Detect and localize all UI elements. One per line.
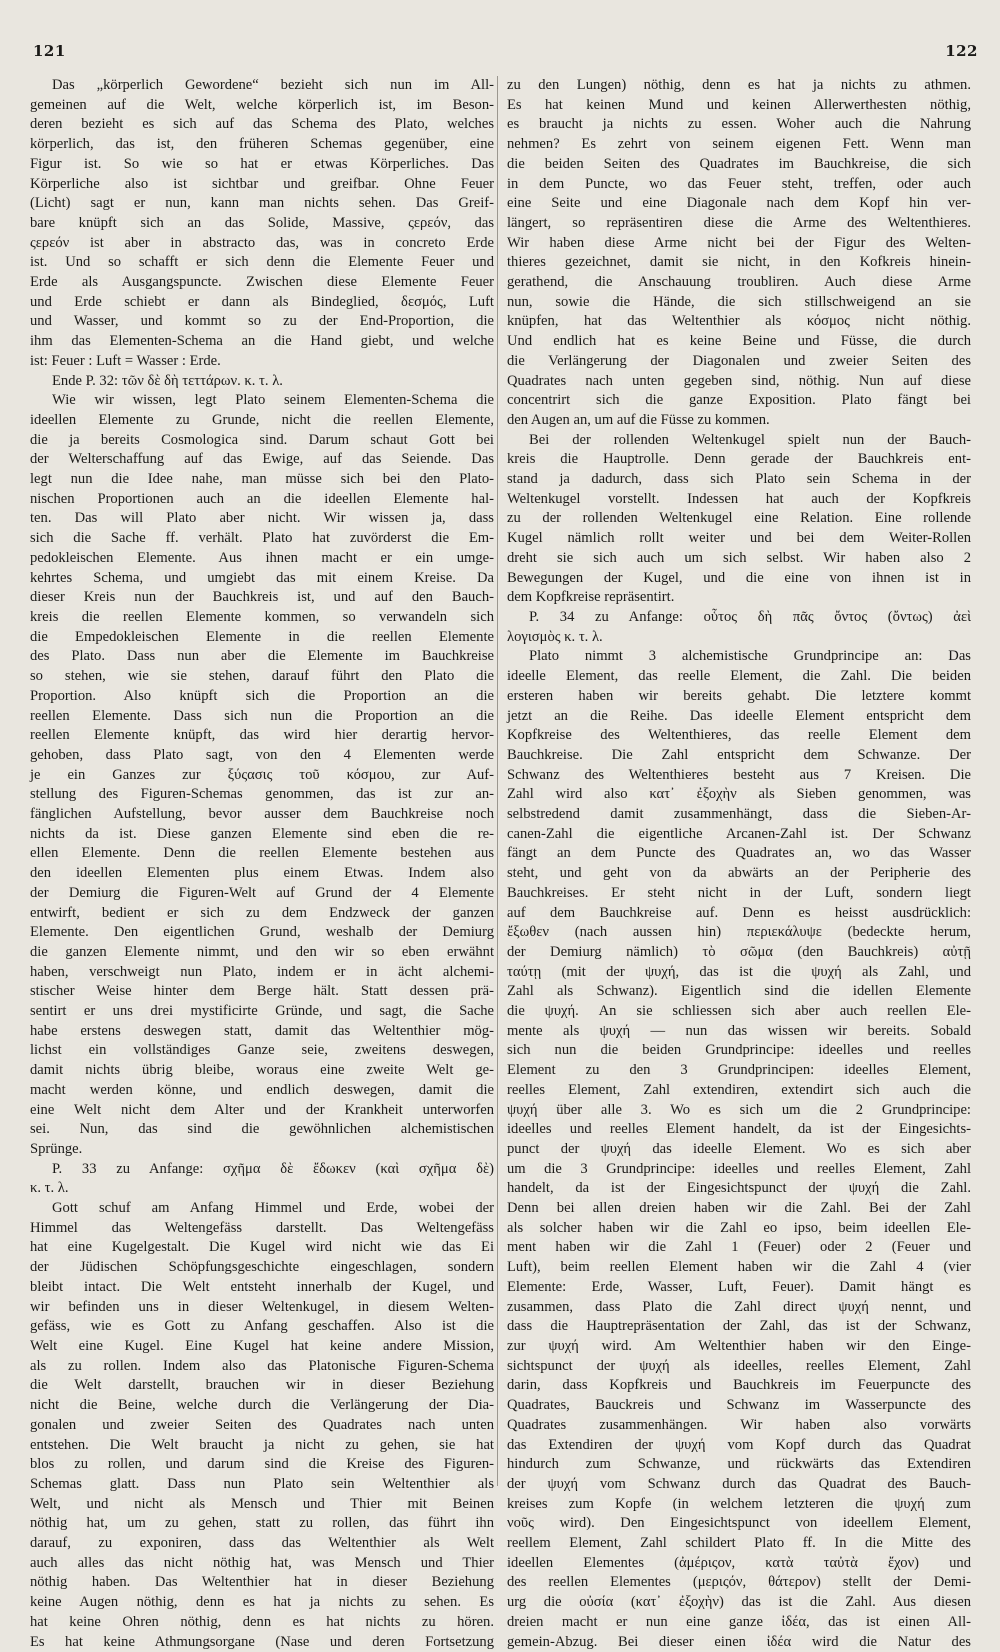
text-line: haben, verschweigt nun Plato, indem er in ächt alchemi- [30,963,494,980]
text-line: nehmen? Es zehrt von seinem eigenen Fett. Wenn man [507,136,971,153]
text-line: νοῦς wird). Den Eingesichtspunct von ideellem Element, [507,1515,971,1532]
text-line: ersteren haben wir bereits gehabt. Die letztere kommt [507,687,971,704]
text-line: damit nichts übrig bleibe, woraus eine zweite Welt ge- [30,1062,494,1079]
text-line: Welt, und nicht als Mensch und Thier mit Beinen [30,1495,494,1512]
text-line: sichtspunct der ψυχή als ideelles, reelles Element, Zahl [507,1357,971,1374]
text-line: canen-Zahl die eigentliche Arcanen-Zahl ist. Der Schwanz [507,825,971,842]
text-line: eine Seite und eine Diagonale nach dem Kopf hin ver- [507,195,971,212]
text-line: Bauchkreises. Er steht nicht in der Luft, sondern liegt [507,884,971,901]
text-line: dieser Kreis nun der Bauchkreis ist, und auf den Bauch- [30,589,494,606]
text-line: Gott schuf am Anfang Himmel und Erde, wobei der [52,1200,494,1217]
text-line: Das „körperlich Gewordene“ bezieht sich nun im All- [52,77,494,93]
text-line: fänglichen Aufstellung, bevor ausser dem Bauchkreise noch [30,806,494,823]
right-text-column [507,76,971,1652]
text-line: Elemente: Erde, Wasser, Luft, Feuer). Damit hängt es [507,1278,971,1295]
text-line: gehoben, dass Plato sagt, von den 4 Elementen werde [30,746,494,763]
text-line: körperlich, das ist, den früheren Schemas gegenüber, eine [30,136,494,153]
text-line: hat keine Ohren nöthig, denn es hat nichts zu hören. [30,1613,494,1630]
text-line: kreis die Hauptrolle. Denn gerade der Bauchkreis ent- [507,451,971,468]
text-line: steht, und geht von da abwärts an der Peripherie des [507,865,971,882]
text-line: als zu rollen. Indem also das Platonische Figuren-Schema [30,1357,494,1374]
text-line: ist. Und so schafft er sich denn die Elemente Feuer und [30,254,494,271]
text-line: darin, dass Kopfkreis und Bauchkreis im Feuerpuncte des [507,1377,971,1394]
text-line: darauf, zu exponiren, dass das Weltenthier als Welt [30,1535,494,1552]
text-line: es braucht ja nichts zu essen. Woher auch die Nahrung [507,116,971,133]
text-line: ist: Feuer : Luft = Wasser : Erde. [30,352,221,369]
text-line: den ideellen Elementen plus einem Etwas. Indem also [30,865,494,882]
text-line: ψυχή über alle 3. Wo es sich um die 2 Grundprincipe: [507,1101,971,1118]
text-line: dreien macht er nun eine ganze ἰδέα, das ist einen All- [507,1613,971,1630]
text-line: ideelles und reelles Element handelt, da ist der Eingesichts- [507,1121,971,1138]
text-line: Es hat keinen Mund und keinen Allerwerthesten nöthig, [507,96,971,113]
text-line: dem Kopfkreise repräsentirt. [507,589,675,606]
text-line: dreht sie sich auch um sich selbst. Wir haben also 2 [507,549,971,566]
text-line: Kopfkreise des Weltenthieres, das reelle Element dem [507,727,971,744]
text-line: Kugel nämlich rollt weiter und bei dem Weiter-Rollen [507,530,971,547]
text-line: auf dem Bauchkreise auf. Denn es heisst ausdrücklich: [507,904,971,921]
text-line: dass die Hauptrepräsentation der Zahl, das ist der Schwanz, [507,1318,971,1335]
text-line: der Jüdischen Schöpfungsgeschichte eingeschlagen, sondern [30,1259,494,1276]
text-line: nichts da ist. Diese ganzen Elemente sind eben die re- [30,825,494,842]
text-line: Ende P. 32: τῶν δὲ δὴ τεττάρων. κ. τ. λ. [52,372,283,389]
text-line: die Empedokleischen Elemente in die reellen Elemente [30,628,494,645]
text-line: ihm das Elementen-Schema an die Hand giebt, und welche [30,333,494,350]
text-line: legt nun die Idee nahe, man müsse sich bei den Plato- [30,471,494,488]
text-line: der ψυχή vom Schwanz durch das Quadrat des Bauch- [507,1475,971,1492]
text-line: Element zu den 3 Grundprincipen: ideelles Element, [507,1062,971,1079]
text-line: kreises zum Kopfe (in welchem letzteren die ψυχή zum [507,1495,971,1512]
text-line: als solcher haben wir die Zahl eo ipso, beim ideellen Ele- [507,1219,971,1236]
text-line: Zahl wird also κατ᾽ ἐξοχὴν als Sieben genommen, was [507,786,971,803]
text-line: des Plato. Dass nun aber die Elemente im Bauchkreise [30,648,494,665]
text-line: Himmel das Weltengefäss darstellt. Das Weltengefäss [30,1219,494,1236]
text-line: hindurch zum Schwanze, und rückwärts das Extendiren [507,1456,971,1473]
text-line: sentirt er uns drei mystificirte Gründe, und sagt, die Sache [30,1003,494,1020]
text-line: jetzt an die Reihe. Das ideelle Element entspricht dem [507,707,971,724]
text-line: blos zu rollen, und darum sind die Kreise des Figuren- [30,1456,494,1473]
text-line: urg die οὐσία (κατ᾽ ἐξοχὴν) das ist die Zahl. Aus diesen [507,1594,971,1611]
page-number-left: 121 [33,42,66,60]
text-line: punct der ψυχή das ideelle Element. Wo es sich aber [507,1140,971,1157]
text-line: so stehen, wie sie stehen, darauf führt den Plato die [30,668,494,685]
text-line: fängt an dem Puncte des Quadrates an, wo das Wasser [507,845,971,862]
column-divider [497,76,498,1486]
text-line: kreis die reellen Elemente kommen, so verwandeln sich [30,608,494,625]
text-line: kehrtes Schema, und umgiebt das mit einem Kreise. Da [30,569,494,586]
text-line: nun, sowie die Hände, die sich stillschweigend an sie [507,293,971,310]
left-text-column [30,76,494,1652]
text-line: P. 33 zu Anfange: σχῆμα δὲ ἔδωκεν (καὶ σχῆμα δὲ) [52,1160,494,1177]
text-line: Erde als Ausgangspuncte. Zwischen diese Elemente Feuer [30,274,494,291]
text-line: Sprünge. [30,1140,83,1157]
text-line: ςερεόν ist aber in abstracto das, was in concreto Erde [30,234,494,251]
text-line: die ja bereits Cosmologica sind. Darum schaut Gott bei [30,431,494,448]
text-line: ideelle Element, das reelle Element, die Zahl. Die beiden [507,668,971,685]
text-line: mente als ψυχή — nun das wissen wir bereits. Sobald [507,1022,971,1039]
text-line: zusammen, dass Plato die Zahl direct ψυχή nennt, und [507,1298,971,1315]
text-line: Luft), beim reellen Element haben wir die Zahl 4 (vier [507,1259,971,1276]
text-line: die ganzen Elemente nimmt, und den wir so eben erwähnt [30,943,494,960]
text-line: Proportion. Also knüpft sich die Proportion an die [30,687,494,704]
text-line: deren bezieht es sich auf das Schema des Plato, welches [30,116,494,133]
text-line: und Erde schiebt er dann als Bindeglied, δεσμός, Luft [30,293,494,310]
text-line: ten. Das will Plato aber nicht. Wir wissen ja, dass [30,510,494,527]
text-line: Quadrates nach unten gegeben sind, nöthig. Nun auf diese [507,372,971,389]
text-line: Welt eine Kugel. Eine Kugel hat keine andere Mission, [30,1338,494,1354]
text-line: handelt, da ist der Eingesichtspunct der ψυχή die Zahl. [507,1180,971,1197]
text-line: der Demiurg die Figuren-Welt auf Grund der 4 Elemente [30,884,494,901]
text-line: zur ψυχή wird. Am Weltenthier haben wir den Einge- [507,1338,971,1354]
text-line: sei. Nun, das sind die gewöhnlichen alchemistischen [30,1121,494,1138]
text-line: κ. τ. λ. [30,1180,69,1197]
text-line: Bauchkreise. Die Zahl entspricht dem Schwanze. Der [507,746,971,763]
text-line: keine Augen nöthig, denn es hat ja nichts zu sehen. Es [30,1594,494,1611]
text-line: die Welt darstellt, brauchen wir in dieser Beziehung [30,1377,494,1394]
text-line: Schwanz des Weltenthieres besteht aus 7 Kreisen. Die [507,766,971,783]
text-line: Weltenkugel vorstellt. Indessen hat auch der Kopfkreis [507,490,971,507]
text-line: die ψυχή. An sie schliessen sich aber auch reellen Ele- [507,1003,971,1020]
text-line: hat eine Kugelgestalt. Die Kugel wird nicht wie das Ei [30,1239,494,1256]
text-line: gemein-Abzug. Bei dieser einen ἰδέα wird die Natur des [507,1633,971,1650]
text-line: nöthig hat, um zu gehen, statt zu rollen, das führt ihn [30,1515,494,1532]
text-line: um die 3 Grundprincipe: ideelles und reelles Element, Zahl [507,1160,971,1177]
text-line: Zahl als Schwanz). Eigentlich sind die idellen Elemente [507,983,971,1000]
text-line: Es hat keine Athmungsorgane (Nase und deren Fortsetzung [30,1633,494,1650]
text-line: macht werden könne, und endlich deswegen, damit die [30,1081,494,1098]
text-line: (Licht) sagt er nun, kann man nichts sehen. Das Greif- [30,195,494,212]
text-line: P. 34 zu Anfange: οὗτος δὴ πᾶς ὄντος (ὄντως) ἀεὶ [529,608,971,625]
text-line: Schemas glatt. Dass nun Plato sein Weltenthier als [30,1475,494,1492]
text-line: der Welterschaffung auf das Ewige, auf das Seiende. Das [30,451,494,468]
text-line: Plato nimmt 3 alchemistische Grundprincipe an: Das [529,648,971,665]
text-line: entstehen. Die Welt braucht ja nicht zu gehen, sie hat [30,1436,494,1453]
text-line: thieres gezeichnet, damit sie nicht, in den Kofkreis hinein- [507,254,971,271]
text-line: Denn bei allen dreien haben wir die Zahl. Bei der Zahl [507,1200,971,1217]
text-line: ellen Elemente. Denn die reellen Elemente bestehen aus [30,845,494,862]
text-line: gemeinen auf die Welt, welche körperlich ist, im Beson- [30,96,494,113]
text-line: ideellen Elemente zu Grunde, nicht die reellen Elemente, [30,411,494,428]
text-line: stand ja dadurch, dass sich Plato sein Schema in der [507,471,971,488]
text-line: entwirft, bedient er sich zu dem Endzweck der ganzen [30,904,494,921]
text-line: reellen Elemente. Dass sich nun die Proportion an die [30,707,494,724]
text-line: ideellen Elementes (ἀμέριςον, κατὰ ταὐτὰ ἔχον) und [507,1554,971,1571]
text-line: wir befinden uns in dieser Weltenkugel, in diesem Welten- [30,1298,494,1315]
text-line: nischen Proportionen auch an die ideellen Elemente hal- [30,490,494,507]
text-line: gerathend, die Anschauung troubliren. Auch diese Arme [507,274,971,291]
text-line: ταύτῃ (mit der ψυχή, das ist die ψυχή als Zahl, und [507,963,971,980]
text-line: gonalen und zweier Seiten des Quadrates nach unten [30,1416,494,1433]
text-line: und Wasser, und kommt so zu der End-Proportion, die [30,313,494,330]
text-line: ment haben wir die Zahl 1 (Feuer) oder 2 (Feuer und [507,1239,971,1256]
text-line: Wir haben diese Arme nicht bei der Figur des Welten- [507,234,971,251]
text-line: Körperliche also ist sichtbar und greifbar. Ohne Feuer [30,175,494,192]
text-line: zu der rollenden Weltenkugel eine Relation. Eine rollende [507,510,971,527]
text-line: Elemente. Den eigentlichen Grund, weshalb der Demiurg [30,924,494,941]
text-line: stischer Weise hinter dem Berge hält. Statt dessen prä- [30,983,494,1000]
text-line: Und endlich hat es keine Beine und Füsse, die durch [507,333,971,350]
text-line: des reellen Elementes (μεριςόν, θάτερον) stellt der Demi- [507,1574,971,1591]
text-line: knüpfen, hat das Weltenthier als κόσμος nicht nöthig. [507,313,971,330]
text-line: nöthig haben. Das Weltenthier hat in dieser Beziehung [30,1574,494,1591]
text-line: bleibt intact. Die Welt entsteht innerhalb der Kugel, und [30,1278,494,1295]
text-line: der Demiurg nämlich) τὸ σῶμα (den Bauchkreis) αὐτῇ [507,943,971,960]
text-line: in dem Puncte, wo das Feuer steht, treffen, oder auch [507,175,971,192]
text-line: λογισμὸς κ. τ. λ. [507,628,603,645]
text-line: nicht die Beine, welche durch die Verlängerung der Dia- [30,1397,494,1414]
text-line: concentrirt sich die ganze Exposition. Plato fängt bei [507,392,971,409]
text-line: selbstredend damit zusammenhängt, dass die Sieben-Ar- [507,806,971,823]
text-line: Quadrates zusammenhängen. Wir haben also vorwärts [507,1416,971,1433]
text-line: auch alles das nicht nöthig hat, was Mensch und Thier [30,1554,494,1571]
text-line: lichst ein vollständiges Ganze seie, zweitens deswegen, [30,1042,494,1059]
text-line: sich nun die beiden Grundprincipe: ideelles und reelles [507,1042,971,1059]
text-line: sich die Sache ff. verhält. Plato hat zuvörderst die Em- [30,530,494,547]
text-line: gefäss, wie es Gott zu Anfang geschaffen. Also ist die [30,1318,494,1335]
text-line: längert, so repräsentiren diese die Arme des Weltenthieres. [507,214,971,231]
text-line: pedokleischen Elemente. Aus ihnen macht er ein umge- [30,549,494,566]
page-number-right: 122 [945,42,978,60]
text-line: bare knüpft sich an das Solide, Massive, ςερεόν, das [30,214,494,231]
text-line: Bewegungen der Kugel, und die eine von ihnen ist in [507,569,971,586]
text-line: den Augen an, um auf die Füsse zu kommen. [507,411,770,428]
text-line: die Verlängerung der Diagonalen und zweier Seiten des [507,352,971,369]
text-line: eine Welt nicht dem Alter und der Krankheit unterworfen [30,1101,494,1118]
text-line: je ein Ganzes zur ξύςασις τοῦ κόσμου, zur Auf- [30,766,494,783]
text-line: Figur ist. So wie so hat er etwas Körperliches. Das [30,155,494,172]
text-line: reelles Element, Zahl extendiren, extendirt sich auch die [507,1081,971,1098]
text-line: zu den Lungen) nöthig, denn es hat ja nichts zu athmen. [507,77,971,93]
text-line: ἔξωθεν (nach aussen hin) περιεκάλυψε (bedeckte herum, [507,924,971,941]
text-line: stellung des Figuren-Schemas genommen, das ist zur an- [30,786,494,803]
text-line: Bei der rollenden Weltenkugel spielt nun der Bauch- [529,431,971,448]
text-line: die beiden Seiten des Quadrates im Bauchkreise, die sich [507,155,971,172]
text-line: Wie wir wissen, legt Plato seinem Elementen-Schema die [52,392,494,409]
text-line: Quadrates, Bauckreis und Schwanz im Wasserpuncte des [507,1397,971,1414]
text-line: habe erstens deswegen statt, damit das Weltenthier mög- [30,1022,494,1039]
text-line: reellen Elemente knüpft, das wird hier derartig hervor- [30,727,494,744]
text-line: reellem Element, Zahl schildert Plato ff. In die Mitte des [507,1535,971,1552]
text-line: das Extendiren der ψυχή vom Kopf durch das Quadrat [507,1436,971,1453]
